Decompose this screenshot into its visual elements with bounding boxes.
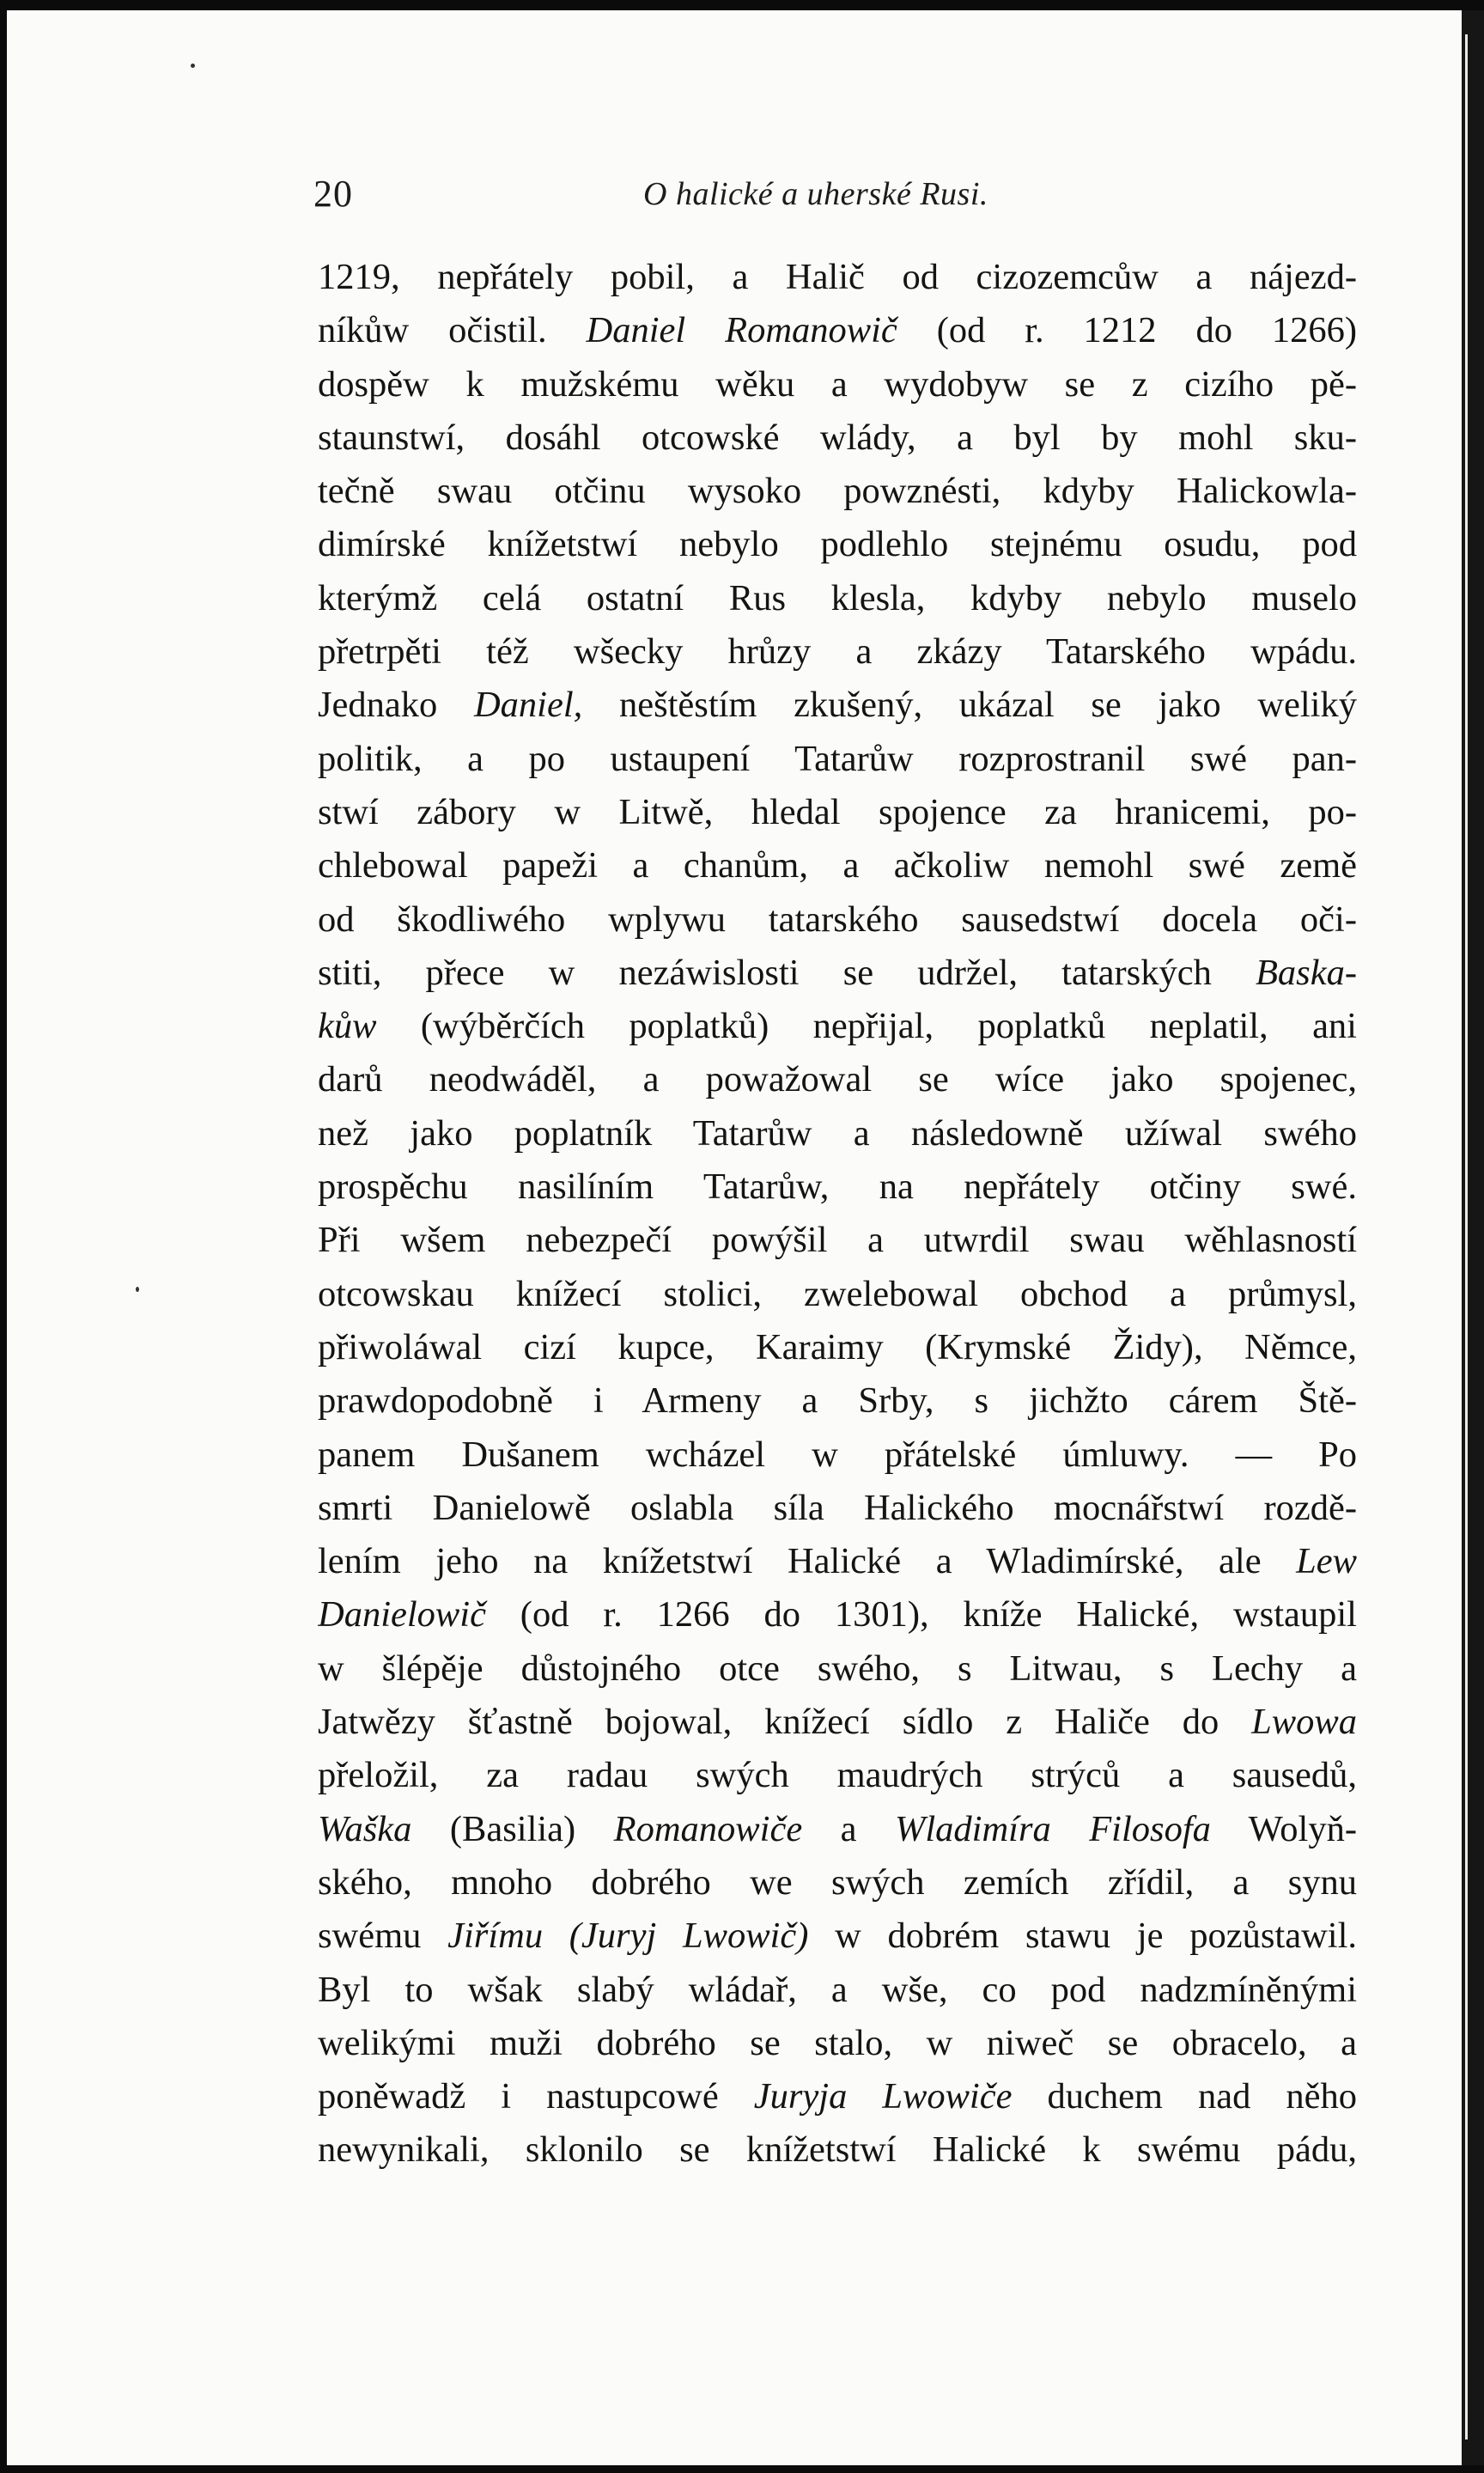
text-line bbox=[318, 1803, 1357, 1856]
italic-name-segment: kůw bbox=[318, 1006, 377, 1047]
italic-name-segment: Jiřímu (Juryj Lwowič) bbox=[447, 1916, 809, 1957]
text-line bbox=[318, 625, 1357, 679]
text-segment: stiti, přece w nezáwislosti se udržel, tatarských bbox=[318, 952, 1256, 993]
text-line bbox=[318, 1428, 1357, 1482]
italic-name-segment: Lew bbox=[1296, 1541, 1357, 1582]
italic-name-segment: Waška bbox=[318, 1808, 412, 1849]
text-segment: níkůw očistil. bbox=[318, 310, 587, 351]
text-line bbox=[318, 733, 1357, 786]
text-segment: prawdopodobně i Armeny a Srby, s jichžto cárem Ště- bbox=[318, 1380, 1357, 1422]
body-text bbox=[318, 251, 1357, 2178]
text-segment: politik, a po ustaupení Tatarůw rozprostranil swé pan- bbox=[318, 738, 1357, 779]
text-segment: přetrpěti též wšecky hrůzy a zkázy Tatarského wpádu. bbox=[318, 631, 1357, 673]
text-line bbox=[318, 839, 1357, 892]
text-segment: newynikali, sklonilo se knížetstwí Halické k swému pádu, bbox=[318, 2129, 1357, 2171]
text-line bbox=[318, 1053, 1357, 1106]
text-segment: smrti Danielowě oslabla síla Halického mocnářstwí rozdě- bbox=[318, 1487, 1357, 1528]
text-line bbox=[318, 1374, 1357, 1428]
speck-mark bbox=[136, 1287, 139, 1292]
text-segment: tečně swau otčinu wysoko powznésti, kdyby Halickowla- bbox=[318, 471, 1357, 512]
text-segment: swému bbox=[318, 1916, 448, 1957]
text-line bbox=[318, 1588, 1357, 1642]
text-line bbox=[318, 1160, 1357, 1214]
text-line bbox=[318, 1268, 1357, 1321]
text-segment: darů neodwáděl, a powažowal se wíce jako spojenec, bbox=[318, 1059, 1357, 1100]
text-segment: Wolyň- bbox=[1210, 1808, 1357, 1849]
text-segment: Byl to wšak slabý wládař, a wše, co pod nadzmíněnými bbox=[318, 1969, 1357, 2010]
text-segment: přiwoláwal cizí kupce, Karaimy (Krymské Židy), Němce, bbox=[318, 1326, 1357, 1367]
text-line bbox=[318, 1964, 1357, 2017]
text-line bbox=[318, 2017, 1357, 2070]
text-line bbox=[318, 465, 1357, 518]
text-segment: chlebowal papeži a chanům, a ačkoliw nemohl swé země bbox=[318, 845, 1357, 886]
text-line bbox=[318, 1214, 1357, 1267]
text-line bbox=[318, 1749, 1357, 1802]
page-header bbox=[313, 172, 1353, 232]
text-line bbox=[318, 1482, 1357, 1535]
text-segment: w šlépěje důstojného otce swého, s Litwau, s Lechy a bbox=[318, 1648, 1357, 1689]
text-segment: Jednako bbox=[318, 685, 474, 726]
text-line bbox=[318, 2123, 1357, 2177]
text-line bbox=[318, 251, 1357, 304]
text-segment: w dobrém stawu je pozůstawil. bbox=[808, 1916, 1357, 1957]
text-line bbox=[318, 947, 1357, 1000]
italic-name-segment: Daniel Romanowič bbox=[586, 310, 897, 351]
text-segment: neštěstím zkušený, ukázal se jako weliký bbox=[582, 685, 1357, 726]
text-segment: dospěw k mužskému wěku a wydobyw se z cizího pě- bbox=[318, 363, 1357, 405]
text-segment: dimírské knížetstwí nebylo podlehlo stejnému osudu, pod bbox=[318, 524, 1357, 565]
text-segment: lením jeho na knížetstwí Halické a Wladimírské, ale bbox=[318, 1541, 1297, 1582]
text-line bbox=[318, 1535, 1357, 1588]
text-line bbox=[318, 1642, 1357, 1696]
text-segment: a bbox=[802, 1808, 895, 1849]
text-line bbox=[318, 786, 1357, 839]
text-segment: (od r. 1212 do 1266) bbox=[897, 310, 1357, 351]
italic-name-segment: Romanowiče bbox=[613, 1808, 803, 1849]
text-segment: Při wšem nebezpečí powýšil a utwrdil swau wěhlasností bbox=[318, 1220, 1357, 1261]
text-segment: Jatwězy šťastně bojowal, knížecí sídlo z Haliče do bbox=[318, 1702, 1252, 1743]
text-segment: kterýmž celá ostatní Rus klesla, kdyby nebylo muselo bbox=[318, 577, 1357, 618]
italic-name-segment: Lwowa bbox=[1251, 1702, 1357, 1743]
italic-name-segment: Baska- bbox=[1255, 952, 1357, 993]
running-title: O halické a uherské Rusi. bbox=[643, 176, 988, 212]
italic-name-segment: Wladimíra Filosofa bbox=[894, 1808, 1211, 1849]
text-segment: 1219, nepřátely pobil, a Halič od cizozemcůw a nájezd- bbox=[318, 257, 1357, 297]
text-segment: staunstwí, dosáhl otcowské wlády, a byl by mohl sku- bbox=[318, 417, 1357, 458]
italic-name-segment: Daniel, bbox=[473, 685, 583, 726]
text-segment: duchem nad něho bbox=[1012, 2076, 1357, 2117]
text-line bbox=[318, 358, 1357, 411]
text-line bbox=[318, 1321, 1357, 1374]
text-segment: otcowskau knížecí stolici, zwelebowal obchod a průmysl, bbox=[318, 1273, 1357, 1314]
italic-name-segment: Juryja Lwowiče bbox=[753, 2076, 1013, 2117]
speck-mark bbox=[191, 64, 195, 68]
italic-name-segment: Danielowič bbox=[318, 1594, 486, 1635]
text-segment: přeložil, za radau swých maudrých strýců a sausedů, bbox=[318, 1755, 1357, 1796]
text-line bbox=[318, 1856, 1357, 1910]
text-segment: poněwadž i nastupcowé bbox=[318, 2076, 754, 2117]
text-segment: prospěchu nasilíním Tatarůw, na nepřátely otčiny swé. bbox=[318, 1166, 1357, 1208]
text-segment: panem Dušanem wcházel w přátelské úmluwy. — Po bbox=[318, 1434, 1357, 1475]
text-segment: stwí zábory w Litwě, hledal spojence za hranicemi, po- bbox=[318, 791, 1357, 832]
text-line bbox=[318, 572, 1357, 625]
text-segment: (wýběrčích poplatků) nepřijal, poplatků neplatil, ani bbox=[376, 1006, 1357, 1047]
text-line bbox=[318, 2070, 1357, 2123]
text-segment: welikými muži dobrého se stalo, w niweč se obracelo, a bbox=[318, 2022, 1357, 2063]
text-line bbox=[318, 679, 1357, 732]
text-line bbox=[318, 518, 1357, 571]
text-line bbox=[318, 304, 1357, 357]
page-edge-line bbox=[1465, 34, 1468, 2439]
text-segment: (Basilia) bbox=[411, 1808, 614, 1849]
text-line bbox=[318, 1910, 1357, 1963]
text-segment: (od r. 1266 do 1301), kníže Halické, wstaupil bbox=[485, 1594, 1357, 1635]
text-segment: od škodliwého wplywu tatarského sausedstwí docela oči- bbox=[318, 898, 1357, 940]
text-line bbox=[318, 1107, 1357, 1160]
text-line bbox=[318, 1000, 1357, 1053]
text-line bbox=[318, 411, 1357, 465]
text-segment: ského, mnoho dobrého we swých zemích zřídil, a synu bbox=[318, 1861, 1357, 1903]
text-line bbox=[318, 1696, 1357, 1749]
text-segment: než jako poplatník Tatarůw a následowně užíwal swého bbox=[318, 1112, 1357, 1154]
page-number: 20 bbox=[313, 173, 353, 215]
text-line bbox=[318, 893, 1357, 947]
